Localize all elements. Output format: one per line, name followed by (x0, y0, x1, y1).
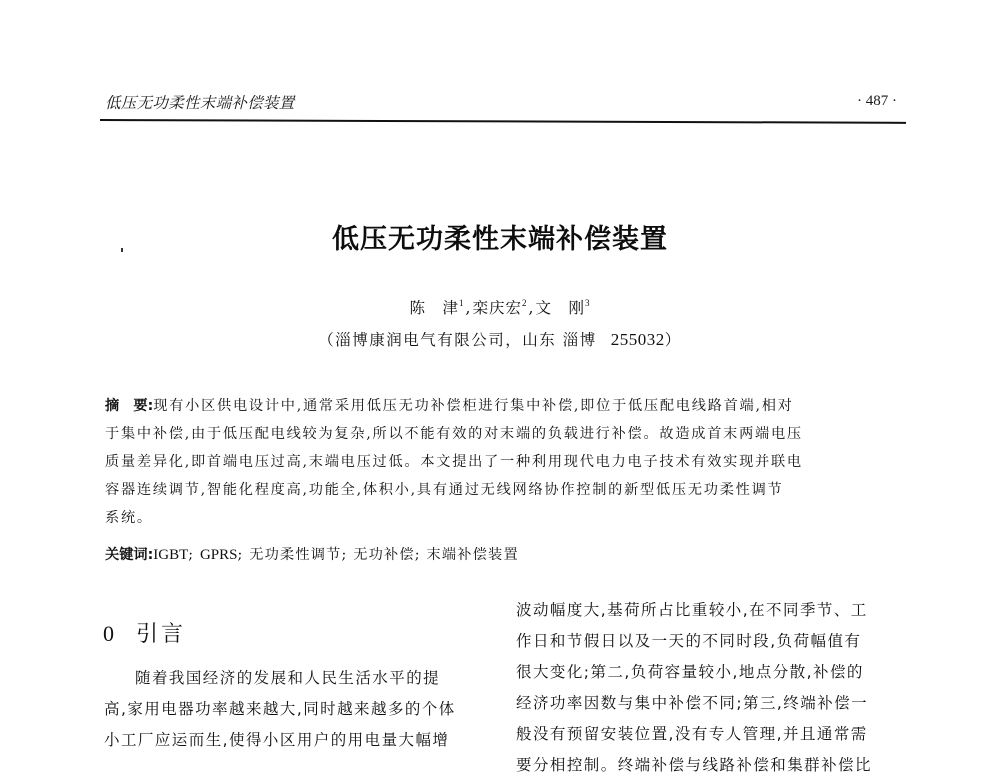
body-paragraph (104, 663, 488, 694)
keyword: IGBT (153, 547, 189, 563)
affiliation-open-paren: （ (318, 331, 336, 349)
postal-code: 255032 (610, 330, 665, 349)
abstract-line: 质量差异化,即首端电压过高,末端电压过低。本文提出了一种利用现代电力电子技术有效实现并联电 (105, 454, 803, 470)
paper-title: 低压无功柔性末端补偿装置 (332, 224, 668, 255)
running-header-title: 低压无功柔性末端补偿装置 (105, 94, 295, 112)
keywords-label-text: 关键词 (105, 547, 148, 563)
abstract-line (105, 392, 902, 420)
keyword: GPRS (199, 547, 238, 563)
body-line: 要分相控制。终端补偿与线路补偿和集群补偿比 (516, 756, 872, 774)
affiliation-text: 淄博康润电气有限公司，山东 淄博 (335, 331, 597, 349)
abstract-line-text: 现有小区供电设计中,通常采用低压无功补偿柜进行集中补偿,即位于低压配电线路首端,相对 (153, 398, 794, 414)
keyword-separator: ; (414, 547, 427, 563)
body-line: 经济功率因数与集中补偿不同;第三,终端补偿一 (516, 694, 869, 712)
keyword: 末端补偿装置 (426, 547, 519, 563)
keywords (105, 544, 519, 564)
keyword-separator: ; (341, 547, 354, 563)
author-separator: , (465, 299, 472, 317)
body-line: 波动幅度大,基荷所占比重较小,在不同季节、工 (516, 601, 868, 619)
abstract-label-text: 摘 要 (105, 398, 148, 414)
keyword: 无功柔性调节 (249, 547, 342, 563)
author-list (0, 296, 1000, 318)
author-name: 陈 津 (409, 299, 460, 317)
keyword-separator: ; (188, 547, 200, 563)
affiliation-line (0, 328, 1000, 350)
abstract-line: 于集中补偿,由于低压配电线较为复杂,所以不能有效的对末端的负载进行补偿。故造成首末两端电压 (105, 426, 803, 442)
section-title: 引言 (136, 622, 187, 647)
affiliation-mark: 1 (459, 298, 465, 308)
body-line: 作日和节假日以及一天的不同时段,负荷幅值有 (516, 632, 862, 650)
affiliation-mark: 2 (522, 298, 528, 308)
abstract (105, 392, 902, 532)
keywords-colon: : (147, 547, 154, 563)
keyword: 无功补偿 (353, 547, 415, 563)
abstract-colon: : (147, 398, 154, 414)
abstract-line: 系统。 (105, 510, 153, 526)
body-line: 随着我国经济的发展和人民生活水平的提 (135, 669, 441, 687)
author-name: 文 刚 (535, 299, 585, 317)
author-name: 栾庆宏 (472, 299, 522, 317)
body-column-right (516, 595, 902, 781)
body-column-left (104, 663, 488, 756)
page-number: · 487 · (857, 93, 897, 109)
abstract-label (105, 398, 153, 414)
section-number: 0 (103, 621, 114, 646)
body-line: 很大变化;第二,负荷容量较小,地点分散,补偿的 (516, 663, 864, 681)
body-line: 般没有预留安装位置,没有专人管理,并且通常需 (516, 725, 868, 743)
header-rule (100, 119, 906, 124)
section-heading (103, 617, 186, 648)
body-line: 高,家用电器功率越来越大,同时越来越多的个体 (104, 700, 456, 718)
abstract-line: 容器连续调节,智能化程度高,功能全,体积小,具有通过无线网络协作控制的新型低压无功柔性调节 (105, 482, 784, 498)
affiliation-mark: 3 (584, 298, 591, 308)
author-separator: , (528, 299, 535, 317)
keyword-separator: ; (237, 547, 250, 563)
affiliation-close-paren: ） (664, 331, 682, 349)
keywords-label (105, 547, 153, 563)
body-line: 小工厂应运而生,使得小区用户的用电量大幅增 (104, 731, 450, 749)
